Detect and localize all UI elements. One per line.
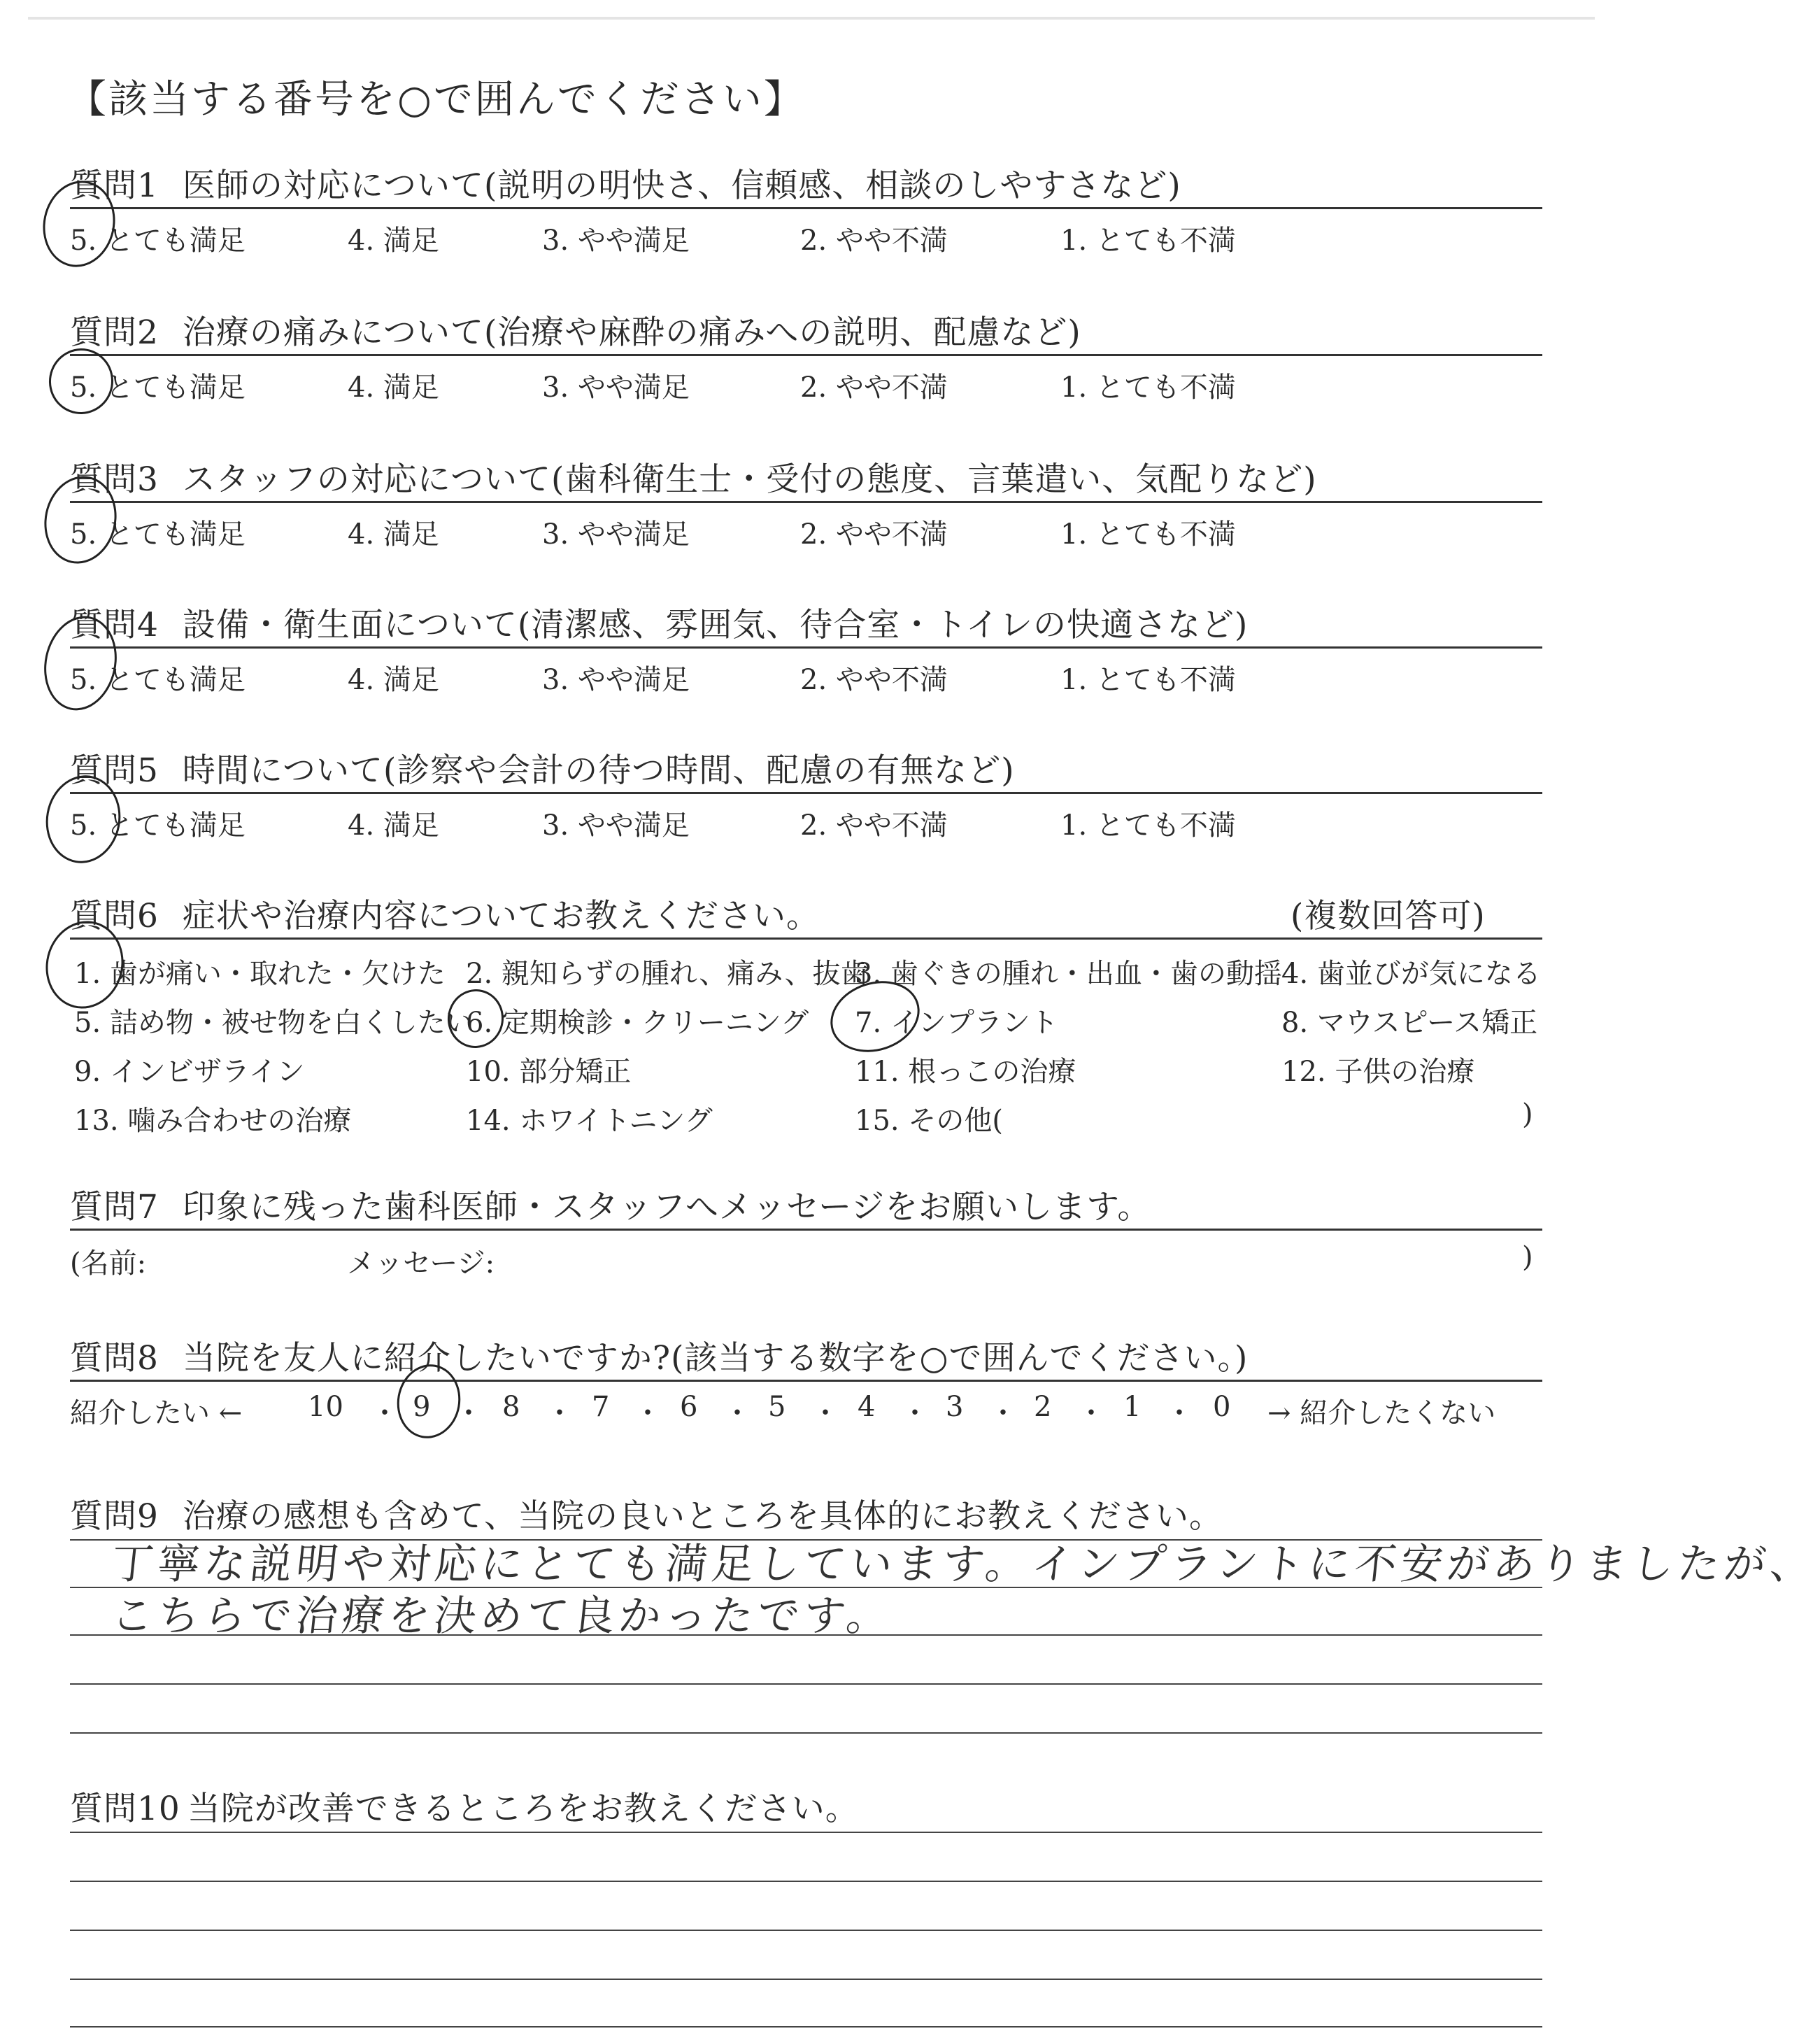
- scale-value-4[interactable]: 4: [858, 1391, 876, 1423]
- question-3: [70, 453, 1317, 500]
- rating-option-2[interactable]: 2. やや不満: [800, 371, 948, 404]
- question-10: [70, 1783, 859, 1830]
- rating-option-2[interactable]: 2. やや不満: [800, 225, 948, 257]
- message-field-label: メッセージ:: [347, 1247, 495, 1280]
- question-rule: [70, 501, 1542, 503]
- symptom-option-5[interactable]: 5. 詰め物・被せ物を白くしたい: [74, 1007, 474, 1039]
- question-number: 質問5: [70, 751, 159, 790]
- rating-option-2[interactable]: 2. やや不満: [800, 809, 948, 842]
- scale-separator: ・: [455, 1397, 483, 1429]
- scale-separator: ・: [1077, 1397, 1105, 1429]
- answer-line: [70, 1683, 1542, 1685]
- handwritten-answer-line-1: 丁寧な説明や対応にとても満足しています。インプラントに不安がありましたが、: [108, 1540, 1819, 1589]
- question-8: [70, 1332, 1248, 1379]
- answer-line: [70, 1881, 1542, 1882]
- rating-option-5[interactable]: 5. とても満足: [70, 518, 246, 551]
- rating-option-4[interactable]: 4. 満足: [348, 225, 439, 257]
- name-field-label: (名前:: [70, 1247, 147, 1280]
- question-rule: [70, 1380, 1542, 1382]
- question-text: 症状や治療内容についてお教えください。: [182, 897, 820, 935]
- question-number: 質問4: [70, 606, 159, 644]
- rating-option-5[interactable]: 5. とても満足: [70, 371, 246, 404]
- question-2: [70, 306, 1081, 353]
- rating-option-2[interactable]: 2. やや不満: [800, 664, 948, 696]
- rating-option-4[interactable]: 4. 満足: [348, 371, 439, 404]
- rating-option-5[interactable]: 5. とても満足: [70, 225, 246, 257]
- scale-separator: ・: [901, 1397, 929, 1429]
- rating-option-1[interactable]: 1. とても不満: [1060, 664, 1236, 696]
- question-number: 質問7: [70, 1188, 159, 1226]
- question-number: 質問8: [70, 1339, 159, 1378]
- scale-separator: ・: [723, 1397, 751, 1429]
- symptom-option-12[interactable]: 12. 子供の治療: [1281, 1056, 1475, 1088]
- rating-option-3[interactable]: 3. やや満足: [542, 371, 690, 404]
- answer-line: [70, 1832, 1542, 1833]
- rating-option-5[interactable]: 5. とても満足: [70, 664, 246, 696]
- symptom-option-2[interactable]: 2. 親知らずの腫れ、痛み、抜歯: [466, 958, 869, 990]
- answer-line: [70, 1930, 1542, 1931]
- rating-option-5[interactable]: 5. とても満足: [70, 809, 246, 842]
- question-text: 当院が改善できるところをお教えください。: [187, 1790, 859, 1828]
- recommend-left-label: 紹介したい ←: [70, 1397, 243, 1429]
- question-text: スタッフの対応について(歯科衛生士・受付の態度、言葉遣い、気配りなど): [182, 460, 1317, 499]
- scale-value-3[interactable]: 3: [946, 1391, 964, 1423]
- scale-separator: ・: [989, 1397, 1017, 1429]
- scale-separator: ・: [811, 1397, 839, 1429]
- top-edge-line: [28, 17, 1595, 20]
- scale-value-1[interactable]: 1: [1123, 1391, 1142, 1423]
- question-rule: [70, 646, 1542, 649]
- handwritten-answer-line-2: こちらで治療を決めて良かったです。: [108, 1592, 895, 1641]
- rating-option-3[interactable]: 3. やや満足: [542, 664, 690, 696]
- symptom-option-9[interactable]: 9. インビザライン: [74, 1056, 305, 1088]
- other-close-paren: ): [1522, 1098, 1533, 1131]
- question-rule: [70, 1229, 1542, 1231]
- rating-option-3[interactable]: 3. やや満足: [542, 225, 690, 257]
- rating-option-4[interactable]: 4. 満足: [348, 664, 439, 696]
- symptom-option-8[interactable]: 8. マウスピース矯正: [1281, 1007, 1538, 1039]
- message-close-paren: ): [1522, 1241, 1533, 1273]
- rating-option-1[interactable]: 1. とても不満: [1060, 225, 1236, 257]
- symptom-option-7[interactable]: 7. インプラント: [855, 1007, 1058, 1039]
- rating-option-1[interactable]: 1. とても不満: [1060, 809, 1236, 842]
- symptom-option-6[interactable]: 6. 定期検診・クリーニング: [466, 1007, 809, 1039]
- question-rule: [70, 937, 1542, 940]
- symptom-option-15[interactable]: 15. その他(: [855, 1105, 1003, 1137]
- scale-value-8[interactable]: 8: [502, 1391, 520, 1423]
- scale-value-10[interactable]: 10: [308, 1391, 343, 1423]
- scale-separator: ・: [1165, 1397, 1193, 1429]
- question-6: [70, 890, 820, 937]
- recommend-right-label: → 紹介したくない: [1267, 1397, 1496, 1429]
- question-1: [70, 160, 1181, 206]
- scale-value-6[interactable]: 6: [680, 1391, 698, 1423]
- rating-option-4[interactable]: 4. 満足: [348, 518, 439, 551]
- scale-separator: ・: [546, 1397, 574, 1429]
- page-title: 【該当する番号を○で囲んでください】: [67, 77, 805, 122]
- scale-value-0[interactable]: 0: [1213, 1391, 1231, 1423]
- symptom-option-1[interactable]: 1. 歯が痛い・取れた・欠けた: [74, 958, 446, 990]
- question-text: 当院を友人に紹介したいですか?(該当する数字を○で囲んでください。): [182, 1339, 1249, 1378]
- scale-separator: ・: [634, 1397, 662, 1429]
- question-number: 質問2: [70, 313, 159, 352]
- rating-option-1[interactable]: 1. とても不満: [1060, 518, 1236, 551]
- rating-option-1[interactable]: 1. とても不満: [1060, 371, 1236, 404]
- question-9: [70, 1490, 1223, 1537]
- answer-line: [70, 1732, 1542, 1734]
- question-rule: [70, 207, 1542, 209]
- question-rule: [70, 792, 1542, 794]
- question-text: 設備・衛生面について(清潔感、雰囲気、待合室・トイレの快適さなど): [182, 606, 1249, 644]
- multiple-answers-note: (複数回答可): [1291, 897, 1486, 935]
- symptom-option-14[interactable]: 14. ホワイトニング: [466, 1105, 713, 1137]
- scale-value-7[interactable]: 7: [592, 1391, 610, 1423]
- scale-value-2[interactable]: 2: [1034, 1391, 1052, 1423]
- question-text: 治療の痛みについて(治療や麻酔の痛みへの説明、配慮など): [182, 313, 1081, 352]
- question-rule: [70, 354, 1542, 356]
- symptom-option-13[interactable]: 13. 噛み合わせの治療: [74, 1105, 352, 1137]
- symptom-option-10[interactable]: 10. 部分矯正: [466, 1056, 632, 1088]
- rating-option-2[interactable]: 2. やや不満: [800, 518, 948, 551]
- scale-value-9[interactable]: 9: [413, 1391, 431, 1423]
- rating-option-3[interactable]: 3. やや満足: [542, 518, 690, 551]
- question-text: 治療の感想も含めて、当院の良いところを具体的にお教えください。: [182, 1497, 1223, 1536]
- question-number: 質問9: [70, 1497, 159, 1536]
- question-7: [70, 1181, 1151, 1228]
- question-number: 質問1: [70, 167, 159, 205]
- symptom-option-3[interactable]: 3. 歯ぐきの腫れ・出血・歯の動揺: [855, 958, 1282, 990]
- question-text: 医師の対応について(説明の明快さ、信頼感、相談のしやすさなど): [182, 167, 1181, 205]
- question-text: 印象に残った歯科医師・スタッフへメッセージをお願いします。: [182, 1188, 1151, 1226]
- selected-answer-circle: [444, 986, 508, 1052]
- question-4: [70, 599, 1248, 646]
- question-text: 時間について(診察や会計の待つ時間、配慮の有無など): [182, 751, 1015, 790]
- rating-option-3[interactable]: 3. やや満足: [542, 809, 690, 842]
- answer-line: [70, 2026, 1542, 2028]
- scale-separator: ・: [371, 1397, 399, 1429]
- symptom-option-11[interactable]: 11. 根っこの治療: [855, 1056, 1076, 1088]
- answer-line: [70, 1979, 1542, 1980]
- scale-value-5[interactable]: 5: [768, 1391, 786, 1423]
- question-number: 質問10: [70, 1790, 180, 1828]
- question-5: [70, 744, 1015, 791]
- question-number: 質問6: [70, 897, 159, 935]
- rating-option-4[interactable]: 4. 満足: [348, 809, 439, 842]
- question-number: 質問3: [70, 460, 159, 499]
- symptom-option-4[interactable]: 4. 歯並びが気になる: [1281, 958, 1541, 990]
